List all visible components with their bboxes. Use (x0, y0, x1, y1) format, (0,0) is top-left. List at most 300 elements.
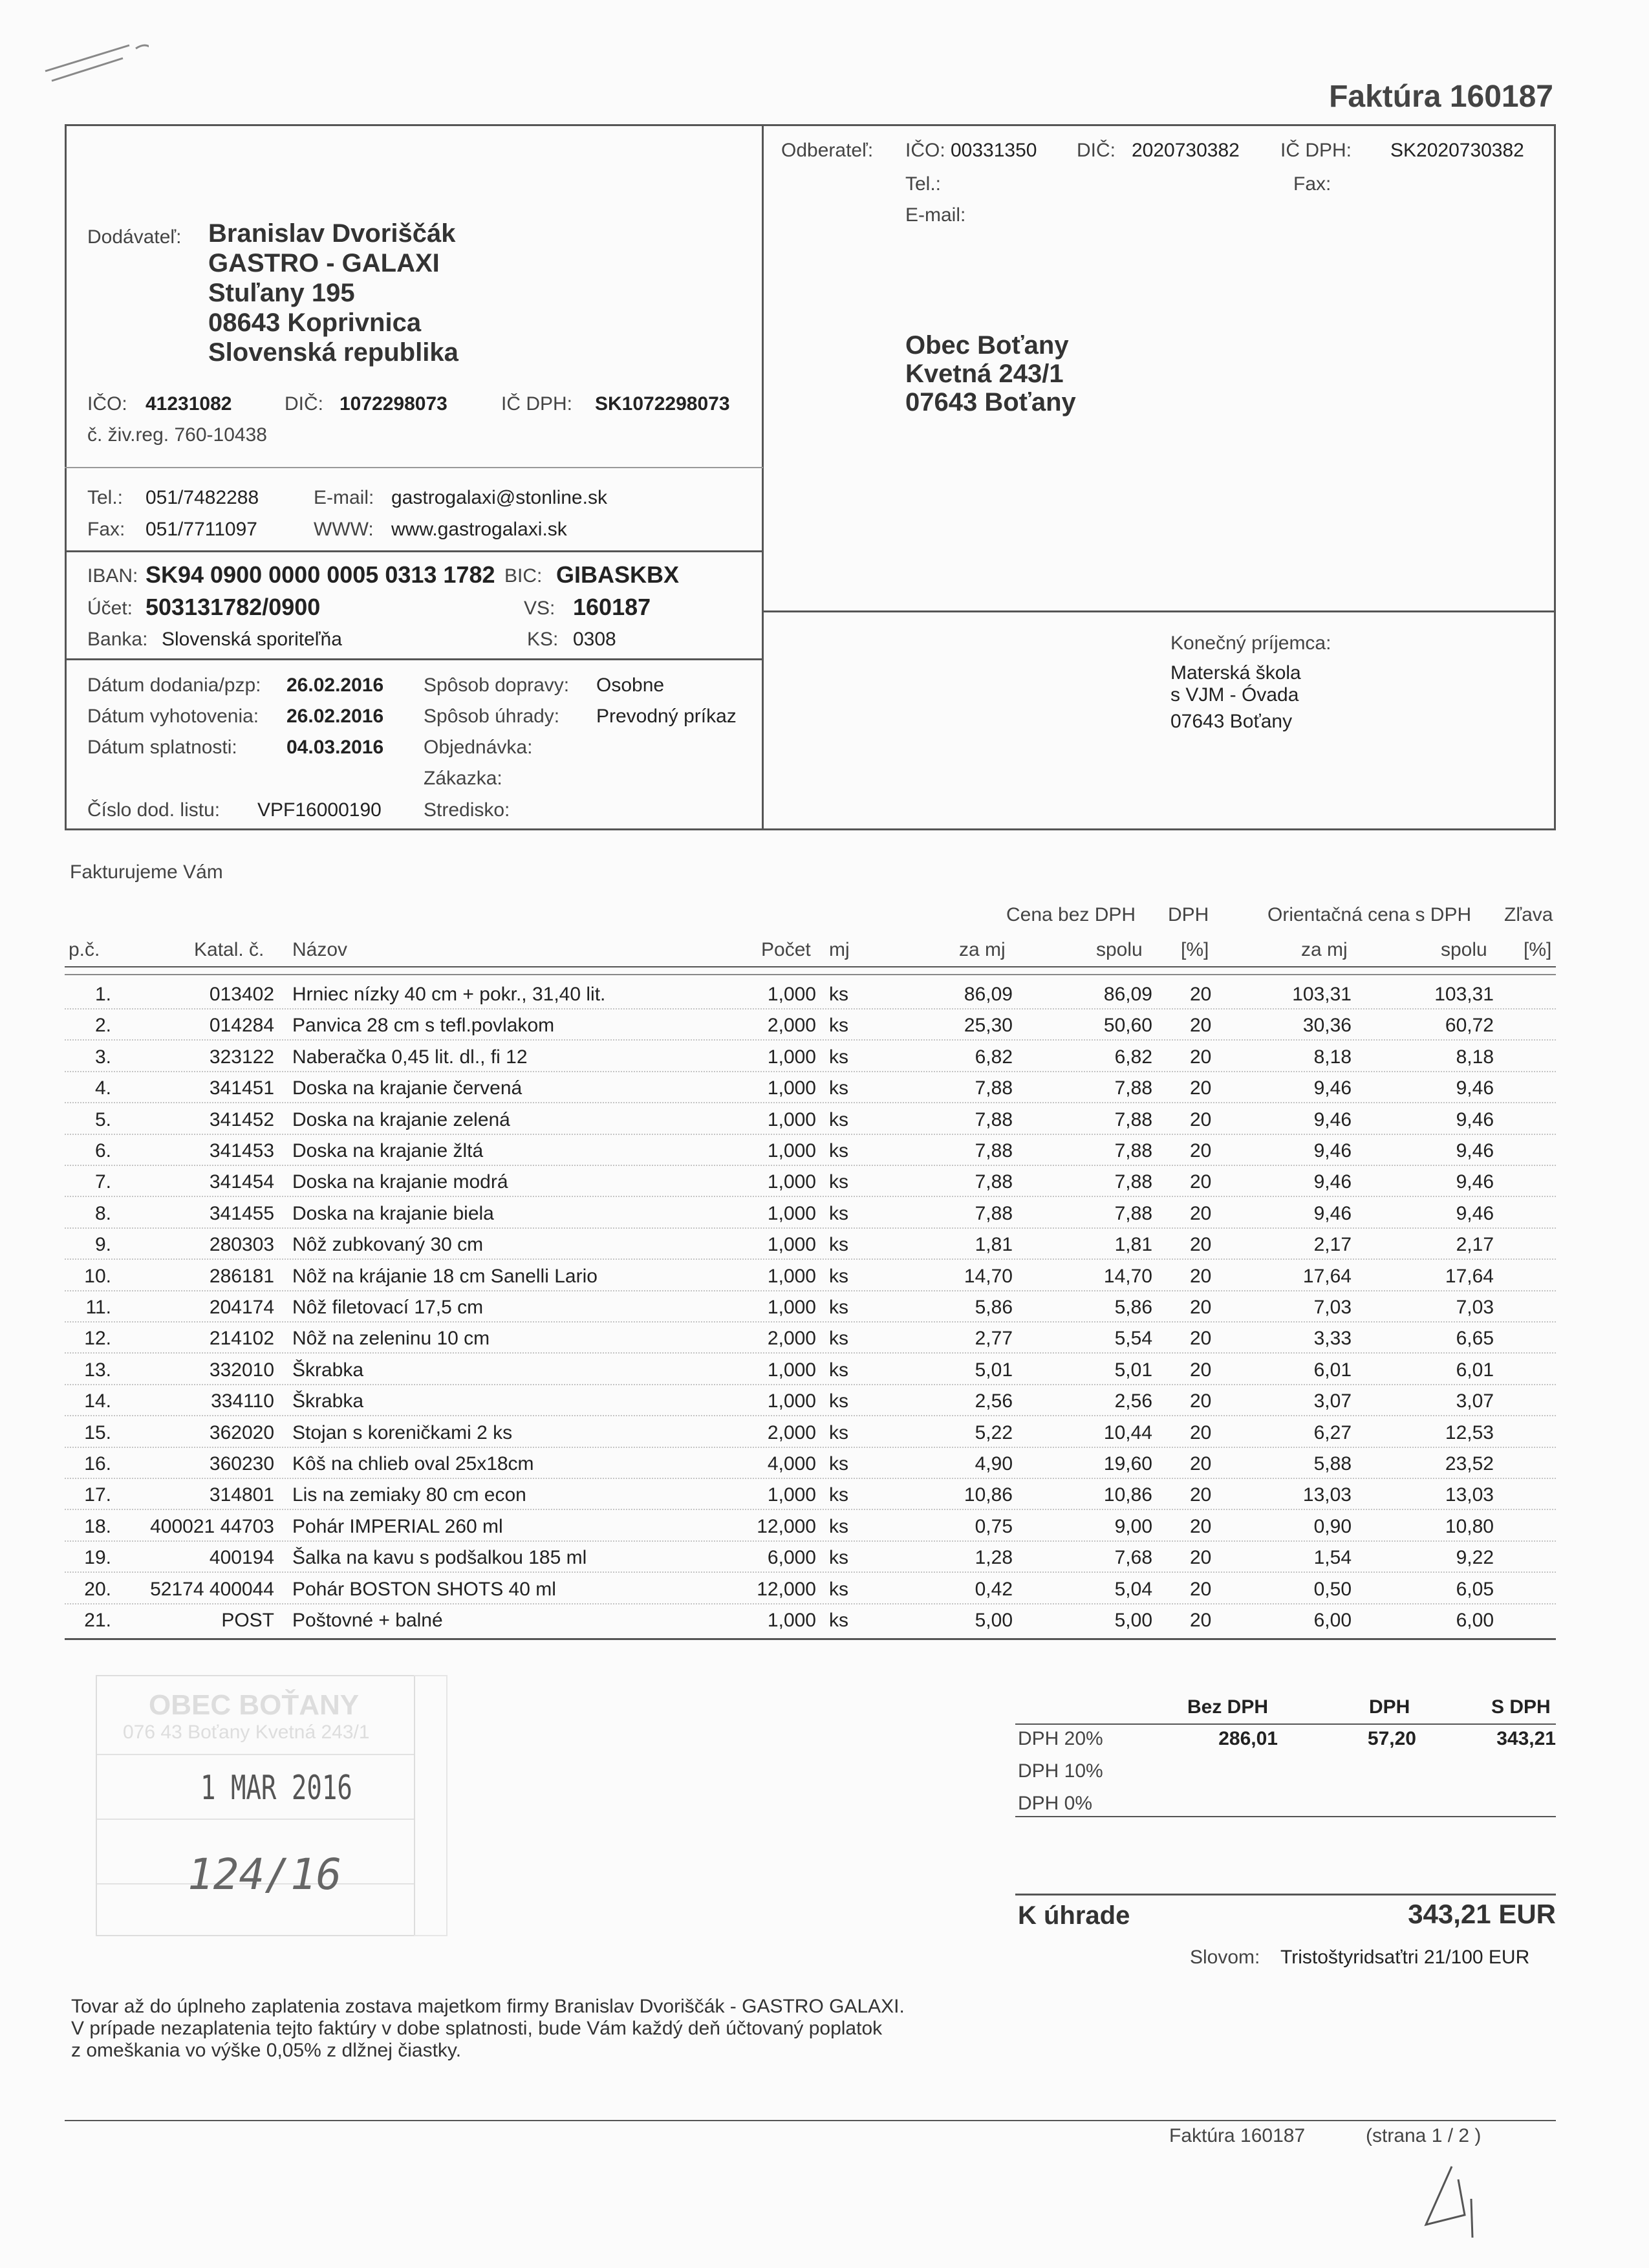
table-row (0, 1136, 1649, 1167)
sum-row-dph: 57,20 (1367, 1728, 1416, 1749)
cell-spolu: 7,88 (1114, 1140, 1152, 1161)
cell-pc: 9. (94, 1234, 111, 1255)
cell-o-spolu: 9,46 (1456, 1140, 1494, 1161)
cell-za-mj: 25,30 (964, 1015, 1013, 1036)
uhrady: Prevodný príkaz (596, 706, 737, 727)
cell-mj: ks (829, 1328, 848, 1349)
retention-note (71, 1996, 905, 2062)
cell-o-za-mj: 9,46 (1313, 1077, 1352, 1099)
stamp-ghost-line: 076 43 Boťany Kvetná 243/1 (123, 1722, 370, 1743)
supplier-dic-label: DIČ: (285, 393, 323, 415)
cell-za-mj: 7,88 (975, 1171, 1013, 1193)
cell-o-spolu: 13,03 (1445, 1484, 1494, 1506)
col-o-za-mj: za mj (1301, 939, 1348, 960)
cell-katal: 332010 (209, 1359, 274, 1381)
cell-nazov: Doska na krajanie žltá (292, 1140, 484, 1161)
cell-o-spolu: 6,00 (1456, 1610, 1494, 1631)
supplier-email-label: E-mail: (314, 487, 374, 508)
cell-dph: 20 (1190, 1359, 1212, 1381)
footer-page: (strana 1 / 2 ) (1366, 2125, 1482, 2146)
cell-o-za-mj: 103,31 (1292, 984, 1352, 1005)
cell-o-za-mj: 0,90 (1313, 1516, 1352, 1537)
cell-spolu: 5,00 (1114, 1610, 1152, 1631)
cell-pocet: 2,000 (767, 1422, 816, 1443)
cell-o-za-mj: 9,46 (1313, 1140, 1352, 1161)
cell-pc: 17. (84, 1484, 111, 1506)
supplier-icdph-label: IČ DPH: (501, 393, 573, 415)
row-separator (65, 1352, 1556, 1354)
final-recipient-line: s VJM - Óvada (1170, 684, 1299, 706)
cell-pocet: 1,000 (767, 1610, 816, 1631)
cell-dph: 20 (1190, 1390, 1212, 1412)
cell-katal: 360230 (209, 1453, 274, 1474)
uhrady-label: Spôsob úhrady: (424, 706, 560, 727)
cell-pocet: 1,000 (767, 1234, 816, 1255)
supplier-name (208, 219, 458, 367)
cell-mj: ks (829, 1266, 848, 1287)
row-separator (65, 1321, 1556, 1323)
cell-nazov: Stojan s koreničkami 2 ks (292, 1422, 513, 1443)
cell-mj: ks (829, 1516, 848, 1537)
cell-za-mj: 86,09 (964, 984, 1013, 1005)
cell-pocet: 1,000 (767, 1046, 816, 1068)
cell-dph: 20 (1190, 1109, 1212, 1130)
cell-o-za-mj: 6,00 (1313, 1610, 1352, 1631)
cell-dph: 20 (1190, 1453, 1212, 1474)
cell-dph: 20 (1190, 1516, 1212, 1537)
customer-dic-label: DIČ: (1077, 140, 1116, 161)
cell-za-mj: 4,90 (975, 1453, 1013, 1474)
cell-katal: 341455 (209, 1203, 274, 1224)
supplier-name-line: Branislav Dvoriščák (208, 219, 456, 248)
bic: GIBASKBX (556, 561, 680, 588)
cell-mj: ks (829, 1453, 848, 1474)
col-group-dph: DPH (1168, 904, 1209, 925)
cell-pc: 4. (94, 1077, 111, 1099)
supplier-name-line: 08643 Koprivnica (208, 308, 422, 337)
cell-o-spolu: 9,46 (1456, 1077, 1494, 1099)
cell-za-mj: 0,42 (975, 1579, 1013, 1600)
cell-o-za-mj: 2,17 (1313, 1234, 1352, 1255)
supplier-tel: 051/7482288 (146, 487, 259, 508)
supplier-name-line: Slovenská republika (208, 338, 458, 367)
cell-pc: 18. (84, 1516, 111, 1537)
cell-o-spolu: 2,17 (1456, 1234, 1494, 1255)
cell-o-za-mj: 9,46 (1313, 1109, 1352, 1130)
cell-pocet: 1,000 (767, 1359, 816, 1381)
cell-spolu: 1,81 (1114, 1234, 1152, 1255)
row-separator (65, 1039, 1556, 1041)
iban-label: IBAN: (87, 565, 138, 587)
date-splatnosti-label: Dátum splatnosti: (87, 737, 237, 758)
ucet: 503131782/0900 (146, 594, 321, 620)
cell-mj: ks (829, 1547, 848, 1568)
cell-mj: ks (829, 1422, 848, 1443)
cell-o-za-mj: 5,88 (1313, 1453, 1352, 1474)
dod-list-label: Číslo dod. listu: (87, 799, 221, 821)
invoice-title: Faktúra 160187 (1329, 80, 1553, 114)
cell-pc: 11. (85, 1297, 111, 1318)
cell-spolu: 86,09 (1103, 984, 1152, 1005)
cell-spolu: 7,88 (1114, 1077, 1152, 1099)
cell-katal: 204174 (209, 1297, 274, 1318)
cell-za-mj: 5,22 (975, 1422, 1013, 1443)
cell-za-mj: 1,28 (975, 1547, 1013, 1568)
ks: 0308 (573, 629, 616, 650)
row-separator (65, 1509, 1556, 1510)
cell-pc: 7. (94, 1171, 111, 1193)
sum-header-dph: DPH (1369, 1696, 1410, 1718)
cell-spolu: 7,88 (1114, 1109, 1152, 1130)
col-group-cena: Cena bez DPH (1006, 904, 1136, 925)
cell-spolu: 6,82 (1114, 1046, 1152, 1068)
customer-email-label: E-mail: (905, 204, 966, 226)
cell-nazov: Šalka na kavu s podšalkou 185 ml (292, 1547, 587, 1568)
cell-o-za-mj: 9,46 (1313, 1203, 1352, 1224)
cell-pocet: 1,000 (767, 1171, 816, 1193)
date-dodania-label: Dátum dodania/pzp: (87, 675, 261, 696)
row-separator (65, 1415, 1556, 1416)
dod-list: VPF16000190 (257, 799, 382, 821)
customer-fax-label: Fax: (1293, 173, 1331, 195)
supplier-fax: 051/7711097 (146, 519, 257, 540)
cell-katal: 013402 (209, 984, 274, 1005)
cell-o-spolu: 3,07 (1456, 1390, 1494, 1412)
cell-nazov: Pohár BOSTON SHOTS 40 ml (292, 1579, 556, 1600)
cell-katal: 014284 (209, 1015, 274, 1036)
objednavka-label: Objednávka: (424, 737, 533, 758)
cell-nazov: Kôš na chlieb oval 25x18cm (292, 1453, 534, 1474)
cell-dph: 20 (1190, 1484, 1212, 1506)
table-row (0, 1011, 1649, 1042)
supplier-fax-label: Fax: (87, 519, 125, 540)
cell-katal: 341454 (209, 1171, 274, 1193)
banka: Slovenská sporiteľňa (162, 629, 342, 650)
sum-row-s: 343,21 (1496, 1728, 1556, 1749)
cell-nazov: Nôž na krájanie 18 cm Sanelli Lario (292, 1266, 598, 1287)
cell-mj: ks (829, 1203, 848, 1224)
cell-o-za-mj: 1,54 (1313, 1547, 1352, 1568)
row-separator (65, 1540, 1556, 1542)
row-separator (65, 1008, 1556, 1010)
supplier-ico: 41231082 (146, 393, 232, 415)
table-row (0, 1042, 1649, 1074)
signature-icon (1413, 2154, 1491, 2244)
cell-pc: 2. (94, 1015, 111, 1036)
row-separator (65, 1258, 1556, 1260)
cell-pocet: 6,000 (767, 1547, 816, 1568)
col-za-mj: za mj (959, 939, 1006, 960)
cell-pocet: 1,000 (767, 984, 816, 1005)
cell-mj: ks (829, 1077, 848, 1099)
cell-katal: 214102 (209, 1328, 274, 1349)
cell-nazov: Doska na krajanie zelená (292, 1109, 510, 1130)
supplier-tel-label: Tel.: (87, 487, 124, 508)
cell-spolu: 10,86 (1103, 1484, 1152, 1506)
cell-za-mj: 6,82 (975, 1046, 1013, 1068)
col-o-spolu: spolu (1441, 939, 1487, 960)
cell-katal: 286181 (209, 1266, 274, 1287)
cell-nazov: Lis na zemiaky 80 cm econ (292, 1484, 526, 1506)
sum-header-bez: Bez DPH (1187, 1696, 1269, 1718)
slovom-text: Tristoštyridsaťtri 21/100 EUR (1280, 1947, 1530, 1968)
cell-dph: 20 (1190, 1266, 1212, 1287)
cell-katal: 400021 44703 (150, 1516, 274, 1537)
row-separator (65, 1165, 1556, 1166)
cell-za-mj: 1,81 (975, 1234, 1013, 1255)
cell-mj: ks (829, 1390, 848, 1412)
note-line: V prípade nezaplatenia tejto faktúry v dobe splatnosti, bude Vám každý deň účtovaný poplatok (71, 2018, 883, 2039)
cell-spolu: 7,68 (1114, 1547, 1152, 1568)
ks-label: KS: (527, 629, 559, 650)
cell-mj: ks (829, 984, 848, 1005)
cell-mj: ks (829, 1359, 848, 1381)
cell-o-za-mj: 30,36 (1302, 1015, 1352, 1036)
row-separator (65, 1478, 1556, 1479)
stredisko-label: Stredisko: (424, 799, 510, 821)
cell-za-mj: 0,75 (975, 1516, 1013, 1537)
customer-label: Odberateľ: (781, 140, 874, 161)
sum-row-label: DPH 20% (1018, 1728, 1103, 1749)
cell-o-spolu: 7,03 (1456, 1297, 1494, 1318)
note-line: Tovar až do úplneho zaplatenia zostava majetkom firmy Branislav Dvoriščák - GASTRO GALAXI. (71, 1996, 905, 2017)
supplier-label: Dodávateľ: (87, 226, 182, 248)
cell-o-za-mj: 6,01 (1313, 1359, 1352, 1381)
cell-o-za-mj: 13,03 (1302, 1484, 1352, 1506)
cell-nazov: Nôž filetovací 17,5 cm (292, 1297, 484, 1318)
cell-dph: 20 (1190, 1171, 1212, 1193)
sum-header-s: S DPH (1491, 1696, 1551, 1718)
k-uhrade-label: K úhrade (1018, 1901, 1130, 1930)
cell-spolu: 14,70 (1103, 1266, 1152, 1287)
final-recipient-label: Konečný príjemca: (1170, 632, 1331, 654)
cell-dph: 20 (1190, 1547, 1212, 1568)
cell-pc: 15. (84, 1422, 111, 1443)
cell-o-spolu: 6,65 (1456, 1328, 1494, 1349)
cell-pocet: 1,000 (767, 1203, 816, 1224)
cell-katal: 52174 400044 (150, 1579, 274, 1600)
row-separator (65, 1290, 1556, 1291)
supplier-ico-label: IČO: (87, 393, 127, 415)
footer-doc: Faktúra 160187 (1169, 2125, 1306, 2146)
cell-spolu: 50,60 (1103, 1015, 1152, 1036)
cell-dph: 20 (1190, 1422, 1212, 1443)
cell-pc: 1. (94, 984, 111, 1005)
cell-o-za-mj: 17,64 (1302, 1266, 1352, 1287)
cell-o-spolu: 17,64 (1445, 1266, 1494, 1287)
cell-nazov: Doska na krajanie modrá (292, 1171, 508, 1193)
cell-pc: 21. (84, 1610, 111, 1631)
cell-dph: 20 (1190, 1234, 1212, 1255)
cell-dph: 20 (1190, 1328, 1212, 1349)
row-separator (65, 1071, 1556, 1072)
date-vyhotovenia: 26.02.2016 (286, 706, 384, 727)
cell-pocet: 4,000 (767, 1453, 816, 1474)
final-recipient-line: Materská škola (1170, 662, 1301, 684)
cell-katal: POST (221, 1610, 274, 1631)
cell-pocet: 1,000 (767, 1297, 816, 1318)
sum-row-label: DPH 0% (1018, 1793, 1093, 1814)
doprava-label: Spôsob dopravy: (424, 675, 570, 696)
cell-pocet: 12,000 (757, 1516, 816, 1537)
cell-pocet: 1,000 (767, 1140, 816, 1161)
customer-name (905, 331, 1076, 416)
intro-text: Fakturujeme Vám (70, 861, 223, 883)
supplier-name-line: GASTRO - GALAXI (208, 249, 440, 277)
col-zlava-pct: [%] (1524, 939, 1552, 960)
pen-scribble-icon (39, 19, 149, 97)
cell-spolu: 19,60 (1103, 1453, 1152, 1474)
cell-dph: 20 (1190, 1610, 1212, 1631)
table-row (0, 1262, 1649, 1293)
slovom-label: Slovom: (1190, 1947, 1260, 1968)
cell-o-za-mj: 9,46 (1313, 1171, 1352, 1193)
cell-katal: 314801 (209, 1484, 274, 1506)
cell-nazov: Nôž zubkovaný 30 cm (292, 1234, 484, 1255)
cell-o-za-mj: 3,33 (1313, 1328, 1352, 1349)
cell-o-spolu: 12,53 (1445, 1422, 1494, 1443)
cell-o-spolu: 60,72 (1445, 1015, 1494, 1036)
supplier-name-line: Stuľany 195 (208, 279, 355, 307)
supplier-email[interactable]: gastrogalaxi@stonline.sk (391, 487, 607, 508)
cell-pc: 12. (84, 1328, 111, 1349)
vs-label: VS: (524, 598, 555, 619)
cell-nazov: Naberačka 0,45 lit. dl., fi 12 (292, 1046, 528, 1068)
col-nazov: Názov (292, 939, 348, 960)
table-row (0, 1543, 1649, 1574)
doprava: Osobne (596, 675, 665, 696)
table-row (0, 1575, 1649, 1606)
cell-za-mj: 7,88 (975, 1077, 1013, 1099)
cell-dph: 20 (1190, 1140, 1212, 1161)
supplier-www-label: WWW: (314, 519, 374, 540)
table-row (0, 1324, 1649, 1355)
cell-nazov: Škrabka (292, 1359, 364, 1381)
col-spolu: spolu (1096, 939, 1143, 960)
cell-za-mj: 5,01 (975, 1359, 1013, 1381)
date-vyhotovenia-label: Dátum vyhotovenia: (87, 706, 259, 727)
cell-o-spolu: 6,05 (1456, 1579, 1494, 1600)
table-row (0, 1293, 1649, 1324)
cell-nazov: Doska na krajanie červená (292, 1077, 523, 1099)
sum-row-bez: 286,01 (1218, 1728, 1278, 1749)
table-row (0, 1512, 1649, 1543)
customer-name-line: Kvetná 243/1 (905, 360, 1064, 388)
cell-katal: 334110 (211, 1390, 274, 1412)
cell-pc: 10. (84, 1266, 111, 1287)
ucet-label: Účet: (87, 598, 133, 619)
cell-katal: 341452 (209, 1109, 274, 1130)
row-separator (65, 1227, 1556, 1229)
cell-pc: 3. (94, 1046, 111, 1068)
table-row (0, 1355, 1649, 1387)
cell-pc: 20. (84, 1579, 111, 1600)
cell-dph: 20 (1190, 1579, 1212, 1600)
table-row (0, 1167, 1649, 1198)
cell-o-spolu: 9,22 (1456, 1547, 1494, 1568)
k-uhrade-amount: 343,21 EUR (1408, 1899, 1556, 1929)
cell-mj: ks (829, 1610, 848, 1631)
cell-mj: ks (829, 1579, 848, 1600)
cell-pocet: 1,000 (767, 1390, 816, 1412)
cell-za-mj: 2,56 (975, 1390, 1013, 1412)
col-group-zlava: Zľava (1504, 904, 1553, 925)
cell-za-mj: 5,86 (975, 1297, 1013, 1318)
cell-spolu: 7,88 (1114, 1171, 1152, 1193)
cell-spolu: 9,00 (1114, 1516, 1152, 1537)
cell-nazov: Poštovné + balné (292, 1610, 443, 1631)
cell-za-mj: 2,77 (975, 1328, 1013, 1349)
cell-za-mj: 14,70 (964, 1266, 1013, 1287)
cell-o-spolu: 9,46 (1456, 1109, 1494, 1130)
cell-mj: ks (829, 1140, 848, 1161)
cell-pocet: 1,000 (767, 1484, 816, 1506)
cell-pc: 19. (84, 1547, 111, 1568)
cell-o-spolu: 23,52 (1445, 1453, 1494, 1474)
supplier-www[interactable]: www.gastrogalaxi.sk (391, 519, 567, 540)
col-pc: p.č. (69, 939, 100, 960)
cell-katal: 362020 (209, 1422, 274, 1443)
cell-pc: 16. (84, 1453, 111, 1474)
supplier-icdph: SK1072298073 (595, 393, 730, 415)
cell-mj: ks (829, 1015, 848, 1036)
customer-name-line: 07643 Boťany (905, 388, 1076, 416)
supplier-dic: 1072298073 (339, 393, 447, 415)
cell-pocet: 2,000 (767, 1015, 816, 1036)
cell-spolu: 2,56 (1114, 1390, 1152, 1412)
date-splatnosti: 04.03.2016 (286, 737, 384, 758)
cell-o-spolu: 103,31 (1434, 984, 1494, 1005)
col-group-orient: Orientačná cena s DPH (1267, 904, 1472, 925)
cell-nazov: Pohár IMPERIAL 260 ml (292, 1516, 503, 1537)
cell-pocet: 12,000 (757, 1579, 816, 1600)
cell-spolu: 7,88 (1114, 1203, 1152, 1224)
cell-o-za-mj: 0,50 (1313, 1579, 1352, 1600)
table-row (0, 1105, 1649, 1136)
cell-nazov: Nôž na zeleninu 10 cm (292, 1328, 490, 1349)
col-mj: mj (829, 939, 850, 960)
cell-spolu: 5,54 (1114, 1328, 1152, 1349)
cell-za-mj: 7,88 (975, 1140, 1013, 1161)
cell-spolu: 5,04 (1114, 1579, 1152, 1600)
zakazka-label: Zákazka: (424, 768, 502, 789)
table-row (0, 1199, 1649, 1230)
stamp-ghost-line: OBEC BOŤANY (149, 1689, 360, 1721)
customer-icdph-label: IČ DPH: (1280, 140, 1352, 161)
bic-label: BIC: (504, 565, 543, 587)
cell-o-spolu: 6,01 (1456, 1359, 1494, 1381)
cell-za-mj: 7,88 (975, 1203, 1013, 1224)
iban: SK94 0900 0000 0005 0313 1782 (146, 561, 495, 588)
cell-dph: 20 (1190, 1077, 1212, 1099)
customer-ico-label: IČO: (905, 140, 945, 161)
row-separator (65, 1134, 1556, 1135)
cell-o-spolu: 9,46 (1456, 1203, 1494, 1224)
cell-za-mj: 10,86 (964, 1484, 1013, 1506)
cell-o-spolu: 8,18 (1456, 1046, 1494, 1068)
row-separator (65, 1102, 1556, 1103)
customer-name-line: Obec Boťany (905, 331, 1069, 360)
cell-o-za-mj: 6,27 (1313, 1422, 1352, 1443)
table-row (0, 1480, 1649, 1511)
customer-tel-label: Tel.: (905, 173, 942, 195)
supplier-reg: č. živ.reg. 760-10438 (87, 424, 267, 446)
stamp-date: 1 MAR 2016 (200, 1769, 352, 1808)
table-row (0, 1449, 1649, 1480)
cell-pocet: 1,000 (767, 1266, 816, 1287)
row-separator (65, 1196, 1556, 1197)
stamp-number: 124/16 (188, 1850, 342, 1899)
